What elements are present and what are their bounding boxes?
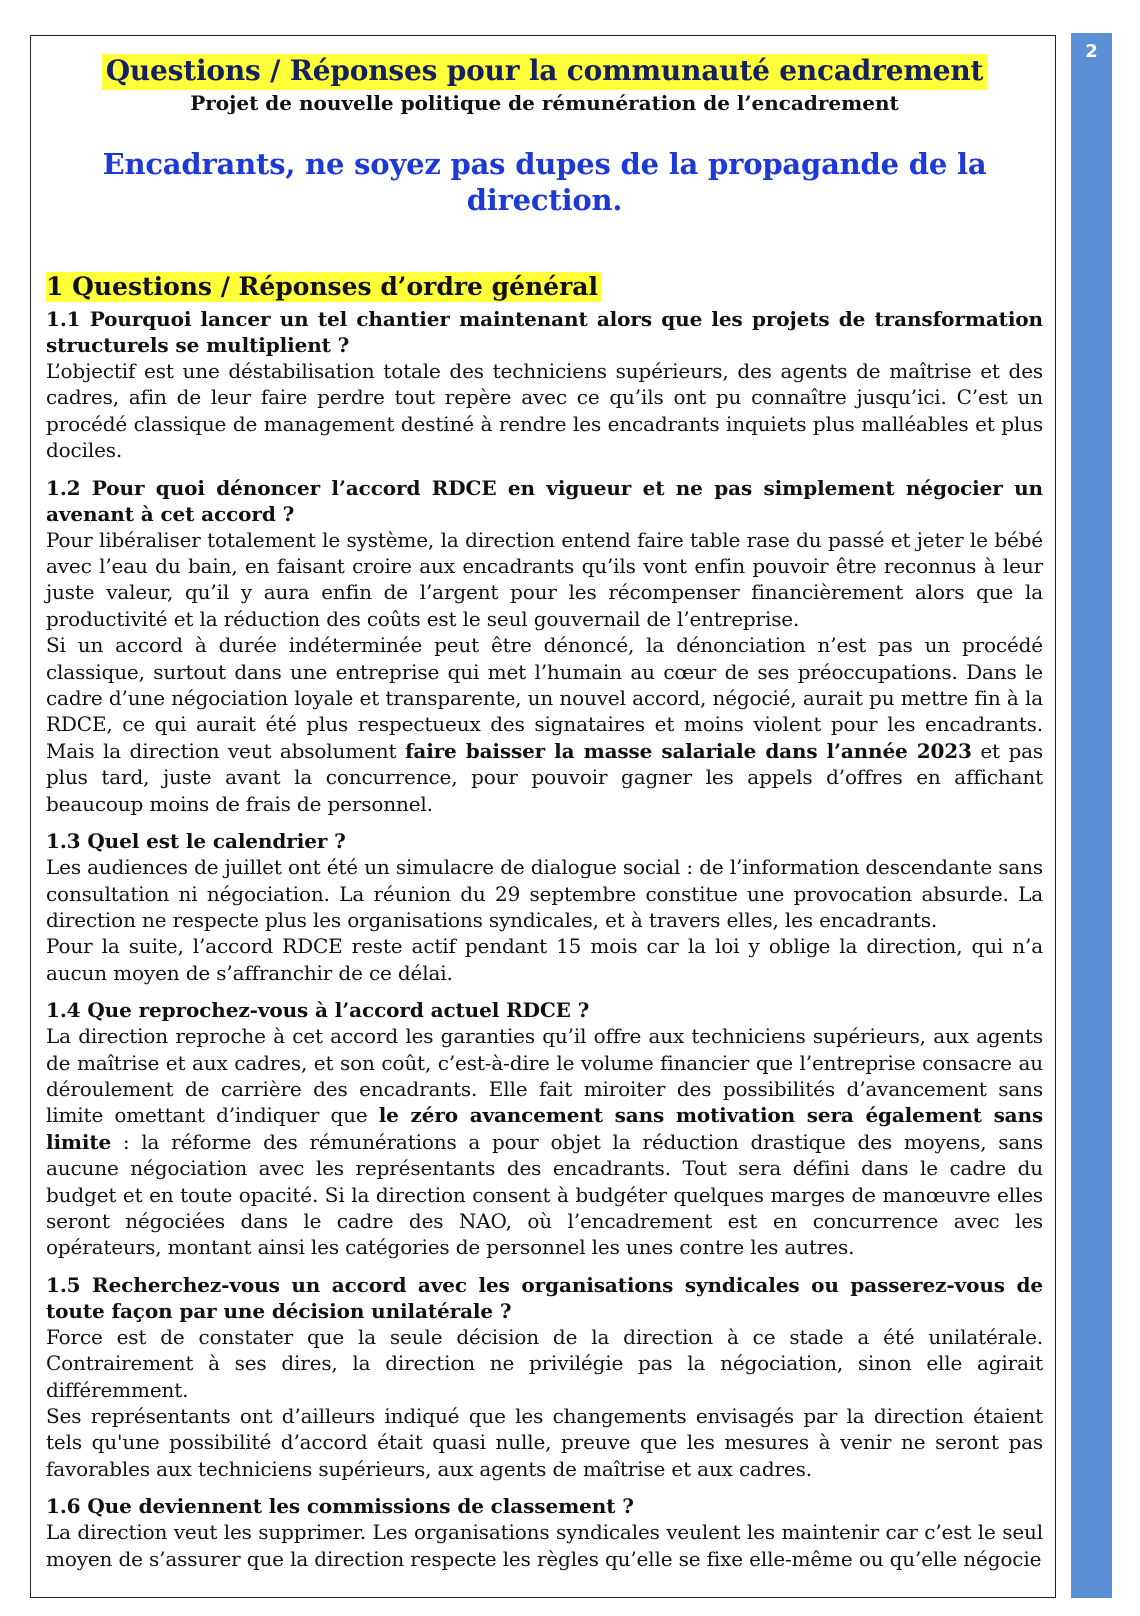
document-subtitle: Projet de nouvelle politique de rémunération de l’encadrement	[190, 91, 899, 115]
qa-item	[46, 997, 1043, 1261]
document-title: Questions / Réponses pour la communauté encadrement	[102, 54, 988, 90]
answer-emphasis: faire baisser la masse salariale dans l’année 2023	[404, 738, 972, 763]
answer-text: Si un accord à durée indéterminée peut être dénoncé, la dénonciation n’est pas un procédé classique, surtout dans une entreprise qui met l’humain au cœur de ses préoccupations. Dans le cadre d’une négociation loyale et transparente, un nouvel accord, négocié, aurait pu mettre fin à la RDCE, ce qui aurait été plus respectueux des signataires et moins violent pour les encadrants. Mais la direction veut absolument	[46, 633, 1043, 763]
headline: Encadrants, ne soyez pas dupes de la propagande de la direction.	[102, 147, 987, 217]
qa-item	[46, 1272, 1043, 1482]
qa-item	[46, 828, 1043, 986]
question: 1.4 Que reprochez-vous à l’accord actuel RDCE ?	[46, 998, 590, 1023]
question: 1.3 Quel est le calendrier ?	[46, 829, 346, 854]
side-bar	[1071, 33, 1112, 1598]
question: 1.6 Que deviennent les commissions de classement ?	[46, 1494, 634, 1519]
question: 1.2 Pour quoi dénoncer l’accord RDCE en vigueur et ne pas simplement négocier un avenant à cet accord ?	[46, 475, 1043, 526]
section-title: 1 Questions / Réponses d’ordre général	[46, 272, 601, 302]
answer-text: et pas plus tard, juste avant la concurrence, pour pouvoir gagner les appels d’offres en affichant beaucoup moins de frais de personnel.	[46, 738, 1043, 816]
answer-paragraph	[46, 1023, 1043, 1261]
qa-item	[46, 306, 1043, 464]
document-body	[46, 54, 1043, 1572]
qa-item	[46, 1493, 1043, 1572]
qa-item	[46, 475, 1043, 817]
title-wrap	[46, 54, 1043, 90]
answer-paragraph	[46, 632, 1043, 817]
answer-paragraph: Les audiences de juillet ont été un simulacre de dialogue social : de l’information descendante sans consultation ni négociation. La réunion du 29 septembre constitue une provocation absurde. La direction ne respecte plus les organisations syndicales, et à travers elles, les encadrants.	[46, 855, 1043, 932]
answer-paragraph: Ses représentants ont d’ailleurs indiqué que les changements envisagés par la direction étaient tels qu'une possibilité d’accord était quasi nulle, preuve que les mesures à venir ne seront pas favorables aux techniciens supérieurs, aux agents de maîtrise et aux cadres.	[46, 1404, 1043, 1481]
answer-paragraph: L’objectif est une déstabilisation totale des techniciens supérieurs, des agents de maîtrise et des cadres, afin de leur faire perdre tout repère avec ce qu’ils ont pu connaître jusqu’ici. C’est un procédé classique de management destiné à rendre les encadrants inquiets plus malléables et plus dociles.	[46, 359, 1043, 463]
question: 1.5 Recherchez-vous un accord avec les organisations syndicales ou passerez-vous de toute façon par une décision unilatérale ?	[46, 1272, 1043, 1323]
answer-paragraph: Pour libéraliser totalement le système, la direction entend faire table rase du passé et jeter le bébé avec l’eau du bain, en faisant croire aux encadrants qu’ils vont enfin pouvoir être reconnus à leur juste valeur, qu’il y aura enfin de l’argent pour les récompenser financièrement alors que la productivité et la réduction des coûts est le seul gouvernail de l’entreprise.	[46, 527, 1043, 631]
answer-text: La direction reproche à cet accord les garanties qu’il offre aux techniciens supérieurs, aux agents de maîtrise et aux cadres, et son coût, c’est-à-dire le volume financier que l’entreprise consacre au déroulement de carrière des encadrants. Elle fait miroiter des possibilités d’avancement sans limite omettant d’indiquer que	[46, 1024, 1043, 1128]
answer-paragraph: Force est de constater que la seule décision de la direction à ce stade a été unilatérale. Contrairement à ses dires, la direction ne privilégie pas la négociation, sinon elle agirait différemment.	[46, 1324, 1043, 1402]
question: 1.1 Pourquoi lancer un tel chantier maintenant alors que les projets de transformation structurels se multiplient ?	[46, 307, 1043, 357]
page-number: 2	[1085, 41, 1098, 62]
answer-paragraph: Pour la suite, l’accord RDCE reste actif pendant 15 mois car la loi y oblige la direction, qui n’a aucun moyen de s’affranchir de ce délai.	[46, 934, 1043, 985]
answer-emphasis: le zéro avancement sans motivation sera également sans limite	[46, 1103, 1043, 1154]
answer-text: : la réforme des rémunérations a pour objet la réduction drastique des moyens, sans aucune négociation avec les représentants des encadrants. Tout sera défini dans le cadre du budget et en toute opacité. Si la direction consent à budgéter quelques marges de manœuvre elles seront négociées dans le cadre des NAO, où l’encadrement est en concurrence avec les opérateurs, montant ainsi les catégories de personnel les unes contre les autres.	[46, 1129, 1043, 1260]
answer-paragraph: La direction veut les supprimer. Les organisations syndicales veulent les maintenir car c’est le seul moyen de s’assurer que la direction respecte les règles qu’elle se fixe elle-même ou qu’elle négocie	[46, 1520, 1043, 1571]
